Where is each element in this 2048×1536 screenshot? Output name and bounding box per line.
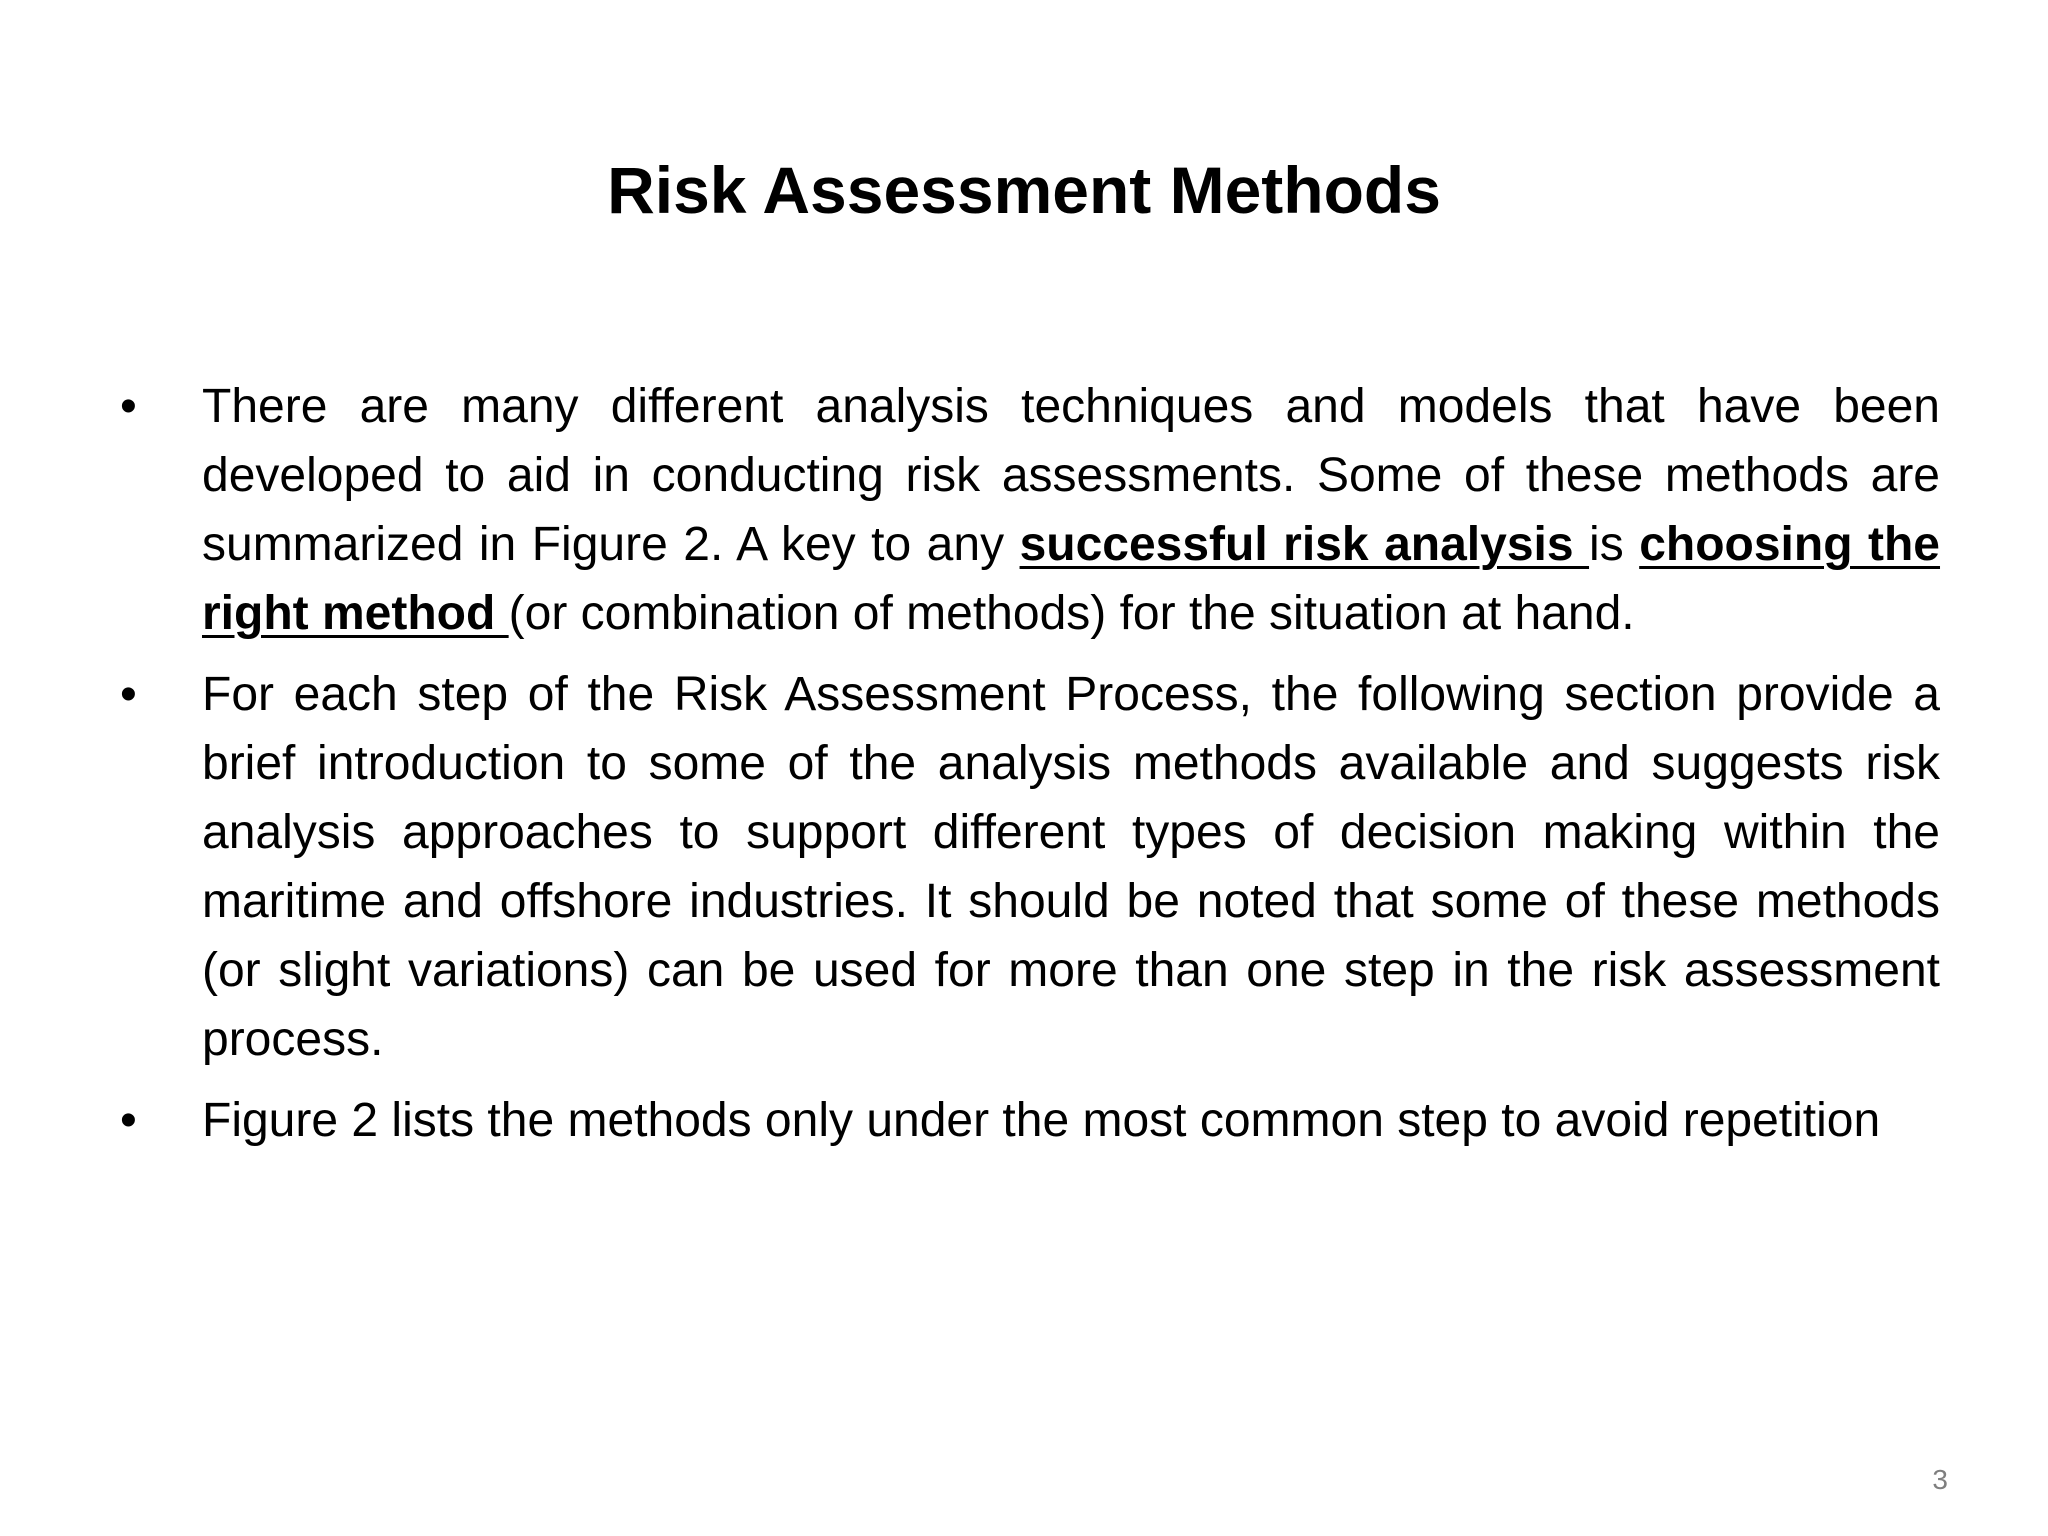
bullet-list <box>120 372 1940 1167</box>
page-number: 3 <box>1932 1464 1948 1495</box>
bullet-1-text-part-3: (or combination of methods) for the situation at hand. <box>508 587 1635 640</box>
bullet-icon: • <box>120 1094 137 1147</box>
successful-risk-analysis-emphasis: successful risk analysis <box>1019 518 1590 571</box>
bullet-icon: • <box>120 668 137 721</box>
bullet-2-text: For each step of the Risk Assessment Process, the following section provide a brief introduction to some of the analysis methods available and suggests risk analysis approaches to support different types of decision making within the maritime and offshore industries. It should be noted that some of these methods (or slight variations) can be used for more than one step in the risk assessment process. <box>202 668 1940 1066</box>
bullet-icon: • <box>120 380 137 433</box>
slide-title: Risk Assessment Methods <box>607 153 1441 227</box>
bullet-1-text-part-2: is <box>1589 518 1640 571</box>
bullet-3-text: Figure 2 lists the methods only under the most common step to avoid repetition <box>202 1094 1881 1147</box>
choosing-right-method-emphasis: choosing the right method <box>202 518 1941 640</box>
bullet-1-text-part-1: There are many different analysis techniques and models that have been developed to aid in conducting risk assessments. Some of these methods are summarized in Figure 2. A key to any <box>202 380 1940 571</box>
bullet-item-3 <box>120 1086 1940 1155</box>
bullet-item-2 <box>120 660 1940 1074</box>
bullet-item-1 <box>120 372 1940 648</box>
